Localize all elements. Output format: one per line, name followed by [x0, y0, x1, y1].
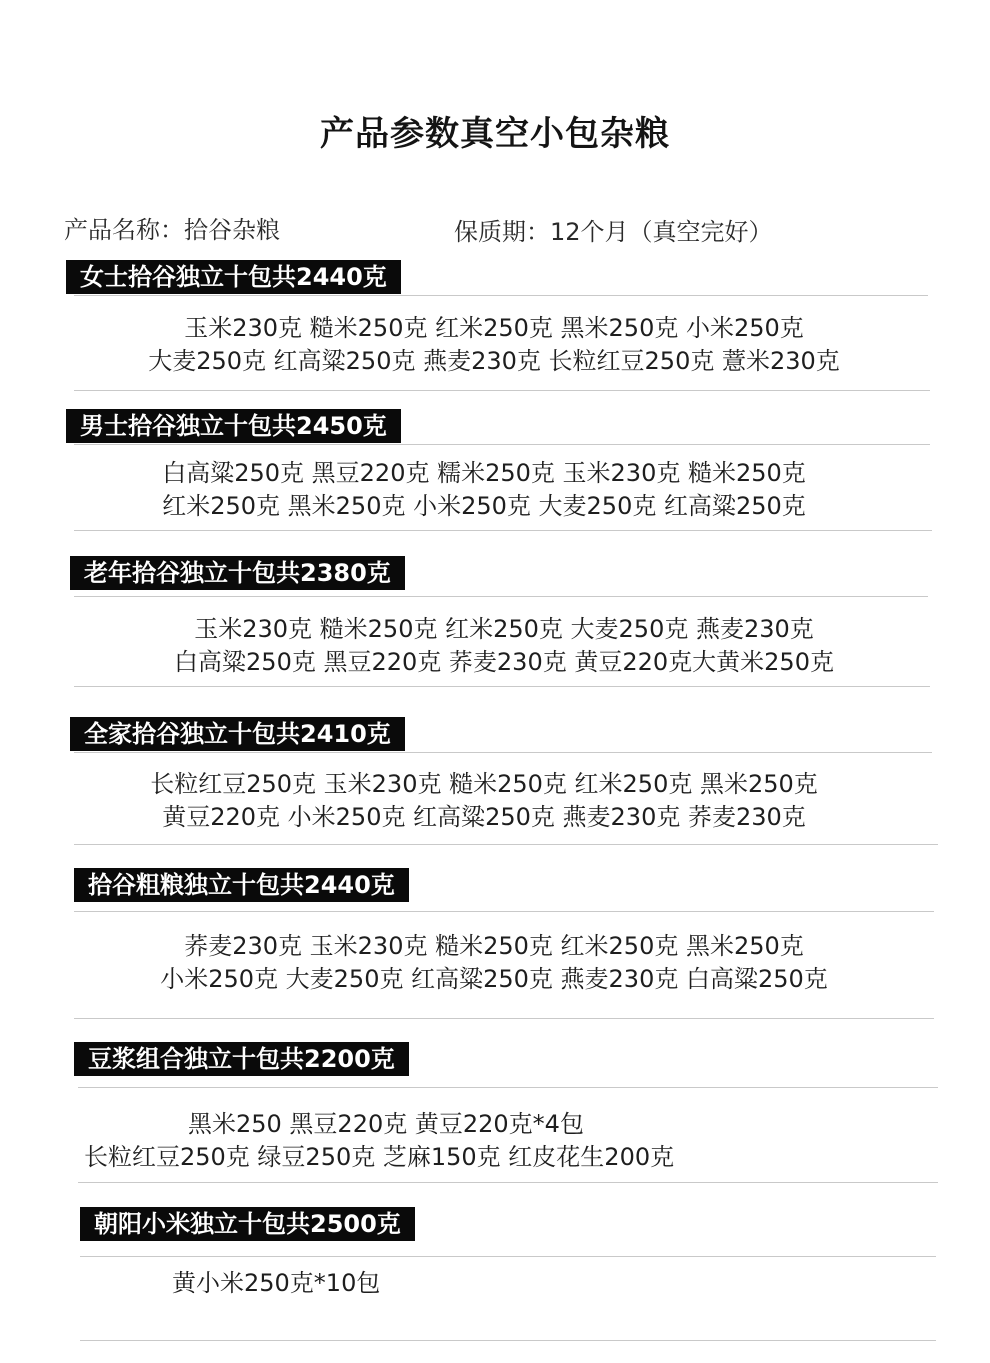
section-content [114, 312, 874, 378]
section-divider [78, 1087, 938, 1088]
page-title: 产品参数真空小包杂粮 [320, 114, 670, 154]
section-divider [74, 295, 928, 296]
section-content [124, 930, 864, 996]
section-header: 男士拾谷独立十包共2450克 [66, 409, 401, 443]
content-line: 荞麦230克 玉米230克 糙米250克 红米250克 黑米250克 [184, 932, 804, 960]
section-content [124, 613, 884, 679]
section-divider [74, 530, 932, 531]
section-header: 女士拾谷独立十包共2440克 [66, 260, 401, 294]
section-divider [74, 1018, 934, 1019]
content-line: 玉米230克 糙米250克 红米250克 大麦250克 燕麦230克 [194, 615, 814, 643]
section-header: 拾谷粗粮独立十包共2440克 [74, 868, 409, 902]
section-content [84, 1108, 844, 1174]
section-header: 老年拾谷独立十包共2380克 [70, 556, 405, 590]
content-line: 长粒红豆250克 玉米230克 糙米250克 红米250克 黑米250克 [150, 770, 818, 798]
content-line: 小米250克 大麦250克 红高粱250克 燕麦230克 白高粱250克 [160, 965, 828, 993]
content-line: 黄豆220克 小米250克 红高粱250克 燕麦230克 荞麦230克 [162, 803, 806, 831]
content-line: 黄小米250克*10包 [172, 1269, 381, 1297]
section-divider [74, 752, 932, 753]
content-line: 玉米230克 糙米250克 红米250克 黑米250克 小米250克 [184, 314, 804, 342]
section-divider [74, 390, 930, 391]
section-divider [74, 911, 934, 912]
content-line: 红米250克 黑米250克 小米250克 大麦250克 红高粱250克 [162, 492, 806, 520]
section-header: 豆浆组合独立十包共2200克 [74, 1042, 409, 1076]
section-divider [80, 1340, 936, 1341]
section-divider [74, 596, 928, 597]
section-content [114, 457, 854, 523]
content-line: 大麦250克 红高粱250克 燕麦230克 长粒红豆250克 薏米230克 [148, 347, 840, 375]
section-header: 全家拾谷独立十包共2410克 [70, 717, 405, 751]
product-name: 产品名称：拾谷杂粮 [64, 216, 280, 244]
content-line: 黑米250 黑豆220克 黄豆220克*4包 [188, 1110, 584, 1138]
section-divider [78, 1182, 938, 1183]
section-content [172, 1267, 672, 1300]
content-line: 白高粱250克 黑豆220克 荞麦230克 黄豆220克大黄米250克 [174, 648, 834, 676]
section-divider [74, 844, 938, 845]
content-line: 长粒红豆250克 绿豆250克 芝麻150克 红皮花生200克 [84, 1143, 675, 1171]
section-divider [80, 1256, 936, 1257]
section-header: 朝阳小米独立十包共2500克 [80, 1207, 415, 1241]
shelf-life: 保质期：12个月（真空完好） [454, 218, 773, 246]
section-divider [74, 686, 930, 687]
content-line: 白高粱250克 黑豆220克 糯米250克 玉米230克 糙米250克 [162, 459, 806, 487]
section-content [114, 768, 854, 834]
section-divider [74, 444, 930, 445]
